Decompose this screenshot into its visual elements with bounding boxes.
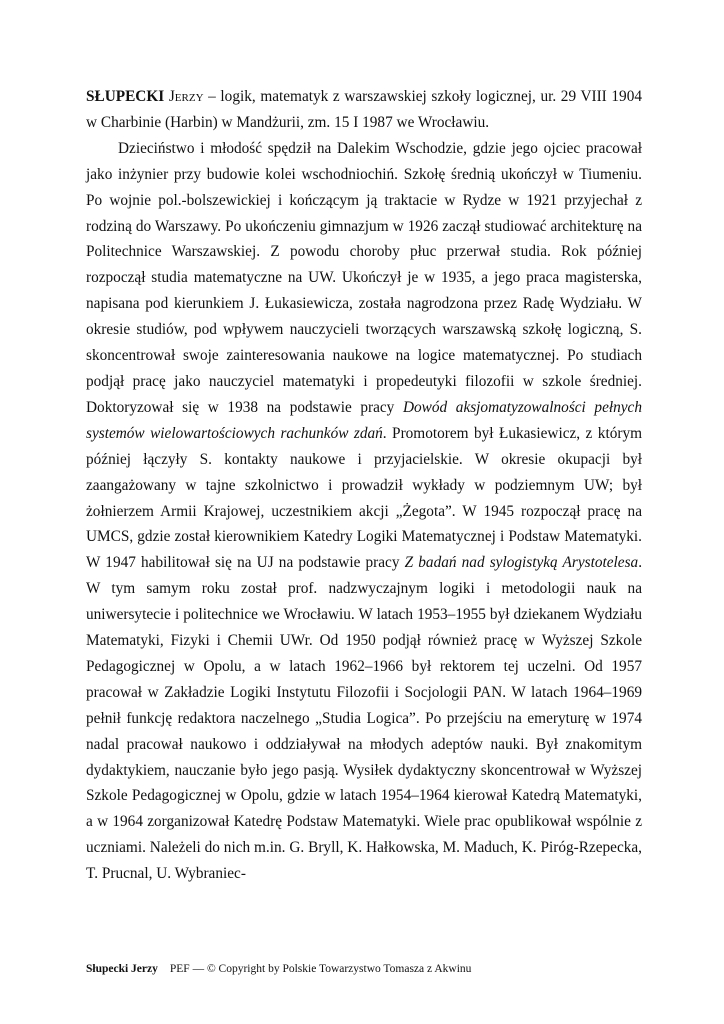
footer-entry-name: Słupecki Jerzy [86, 963, 158, 975]
page-footer [86, 963, 471, 975]
entry-heading-paragraph [86, 84, 642, 136]
body-text-part2: . Promotorem był Łukasiewicz, z którym później łączyły S. kontakty naukowe i przyjacielskie. W okresie okupacji był zaangażowany w tajne szkolnictwo i prowadził wykłady w podziemnym UW; był żołnierzem Armii Krajowej, uczestnikiem akcji „Żegota”. W 1945 rozpoczął pracę na UMCS, gdzie został kierownikiem Katedry Logiki Matematycznej i Podstaw Matematyki. W 1947 habilitował się na UJ na podstawie pracy [86, 424, 642, 572]
entry-lead: – logik, matematyk z warszawskiej szkoły logicznej, ur. 29 VIII 1904 w Charbinie (Harbin) w Mandżurii, zm. 15 I 1987 we Wrocławiu. [86, 88, 642, 131]
body-paragraph [86, 136, 642, 887]
entry-forename: Jerzy [168, 88, 204, 105]
body-text-part1: Dzieciństwo i młodość spędził na Dalekim Wschodzie, gdzie jego ojciec pracował jako inżynier przy budowie kolei wschodniochiń. Szkołę średnią ukończył w Tiumeniu. Po wojnie pol.-bolszewickiej i kończącym ją traktacie w Rydze w 1921 przyjechał z rodziną do Warszawy. Po ukończeniu gimnazjum w 1926 zaczął studiować architekturę na Politechnice Warszawskiej. Z powodu choroby płuc przerwał studia. Rok później rozpoczął studia matematyczne na UW. Ukończył je w 1935, a jego praca magisterska, napisana pod kierunkiem J. Łukasiewicza, została nagrodzona przez Radę Wydziału. W okresie studiów, pod wpływem nauczycieli tworzących warszawską szkołę logiczną, S. skoncentrował swoje zainteresowania naukowe na logice matematycznej. Po studiach podjął pracę jako nauczyciel matematyki i propedeutyki filozofii w szkole średniej. Doktoryzował się w 1938 na podstawie pracy [86, 139, 642, 416]
footer-copyright: PEF — © Copyright by Polskie Towarzystwo Tomasza z Akwinu [169, 963, 472, 975]
article [86, 84, 642, 887]
body-text-part3: . W tym samym roku został prof. nadzwyczajnym logiki i metodologii nauk na uniwersytecie i politechnice we Wrocławiu. W latach 1953–1955 był dziekanem Wydziału Matematyki, Fizyki i Chemii UWr. Od 1950 podjął również pracę w Wyższej Szkole Pedagogicznej w Opolu, a w latach 1962–1966 był rektorem tej uczelni. Od 1957 pracował w Zakładzie Logiki Instytutu Filozofii i Socjologii PAN. W latach 1964–1969 pełnił funkcję redaktora naczelnego „Studia Logica”. Po przejściu na emeryturę w 1974 nadal pracował naukowo i oddziaływał na młodych adeptów nauki. Był znakomitym dydaktykiem, nauczanie było jego pasją. Wysiłek dydaktyczny skoncentrował w Wyższej Szkole Pedagogicznej w Opolu, gdzie w latach 1954–1964 kierował Katedrą Matematyki, a w 1964 zorganizował Katedrę Podstaw Matematyki. Wiele prac opublikował wspólnie z uczniami. Należeli do nich m.in. G. Bryll, K. Hałkowska, M. Maduch, K. Piróg-Rzepecka, T. Prucnal, U. Wybraniec- [86, 554, 643, 883]
work-title-habilitation: Z badań nad sylogistyką Arystotelesa [404, 554, 639, 572]
entry-headword: SŁUPECKI [86, 88, 165, 105]
work-title-doctoral: Dowód aksjomatyzowalności pełnych systemów wielowartościowych rachunków zdań [86, 398, 642, 442]
